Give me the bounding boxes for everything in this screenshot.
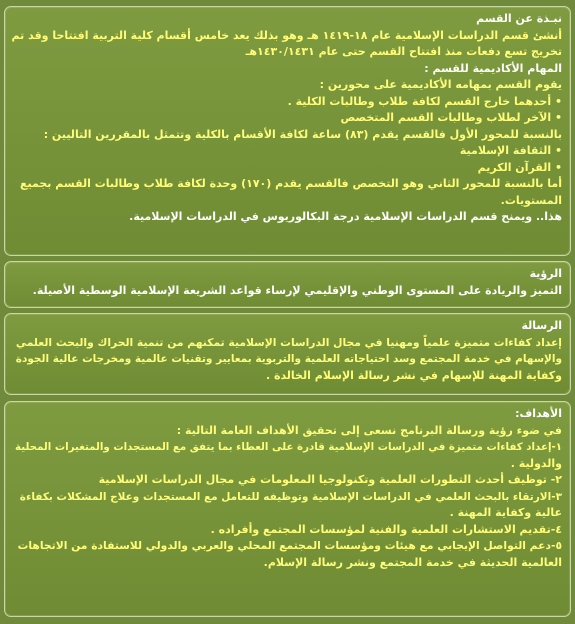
vision-line: التميز والريادة على المستوى الوطني والإقليمي لإرساء قواعد الشريعة الإسلامية الوسطية الأصيلة. xyxy=(32,283,562,297)
about-line: المهام الأكاديمية للقسم : xyxy=(424,61,562,75)
about-line: تخريج تسع دفعات منذ افتتاح القسم حتى عام ١٤٣٠/١٤٣١هـ xyxy=(245,45,562,58)
goals-line: في ضوء رؤية ورسالة البرنامج نسعى إلى تحقيق الأهداف العامة التالية : xyxy=(176,423,562,437)
goals-line: ٤-تقديم الاستشارات العلمية والفنية لمؤسسات المجتمع وأفراده . xyxy=(210,522,562,536)
about-line: أما بالنسبة للمحور الثاني وهو التخصص فالقسم يقدم (١٧٠) وحدة لكافة طلاب وطالبات القسم بجميع xyxy=(19,177,562,190)
goals-line: عالية وكفاية المهنة . xyxy=(449,506,562,519)
about-line: بالنسبة للمحور الأول فالقسم يقدم (٨٣) ساعة لكافة الأقسام بالكلية وتتمثل بالمقررين التاليين : xyxy=(43,127,562,141)
mission-title: الرسالة xyxy=(521,319,562,332)
about-line: • الثقافة الإسلامية xyxy=(459,144,562,157)
about-title: نبـذة عن القسم xyxy=(476,12,562,25)
about-line: • أحدهما خارج القسم لكافة طلاب وطالبات الكلية . xyxy=(287,94,562,108)
goals-line: ١-إعداد كفاءات متميزة في الدراسات الإسلامية قادرة على العطاء بما يتفق مع المستجدات والمتغيرات المحلية xyxy=(15,441,562,453)
about-line: يقوم القسم بمهامه الأكاديمية على محورين : xyxy=(319,78,562,91)
mission-line: وكفاية المهنة للإسهام في نشر رسالة الإسلام الخالدة . xyxy=(265,368,562,382)
vision-title: الرؤية xyxy=(529,267,562,280)
goals-line: ٢- توظيف أحدث التطورات العلمية وتكنولوجيا المعلومات في مجال الدراسات الإسلامية xyxy=(98,473,562,486)
goals-line: ٣-الارتقاء بالبحث العلمي في الدراسات الإسلامية وتوظيفه للتعامل مع المستجدات وعلاج المشكلات بكفاءة xyxy=(19,490,562,503)
about-line: هذا.. ويمنح قسم الدراسات الإسلامية درجة البكالوريوس في الدراسات الإسلامية. xyxy=(129,210,562,223)
about-line: المستويات. xyxy=(500,193,562,207)
goals-section xyxy=(4,401,571,617)
vision-section xyxy=(4,261,571,308)
about-line: • الآخر لطلاب وطالبات القسم المتخصص xyxy=(340,111,562,124)
goals-line: العالمية الحديثة في خدمة المجتمع ونشر رسالة الإسلام. xyxy=(263,555,562,569)
mission-line: إعداد كفاءات متميزة علمياً ومهنيا في مجال الدراسات الإسلامية تمكنهم من تنمية الحراك والبحث العلمي xyxy=(15,335,562,349)
about-section xyxy=(4,6,571,256)
goals-title: الأهداف: xyxy=(515,407,562,420)
mission-line: والإسهام في خدمة المجتمع وسد احتياجاته العلمية والتربوية بمعايير وتقنيات عالمية ومخرجات عالية الجودة xyxy=(15,353,562,365)
goals-line: ٥-دعم التواصل الإيجابي مع هيئات ومؤسسات المجتمع المحلي والعربي والدولي للاستفادة من الاتجاهات xyxy=(17,539,562,552)
about-line: • القرآن الكريم xyxy=(477,160,562,174)
mission-section xyxy=(4,313,571,395)
goals-line: والدولية . xyxy=(510,456,562,470)
about-line: أنشئ قسم الدراسات الإسلامية عام ١٨-١٤١٩ هـ وهو بذلك يعد خامس أقسام كلية التربية افتتاحا وقد تم xyxy=(11,28,562,42)
